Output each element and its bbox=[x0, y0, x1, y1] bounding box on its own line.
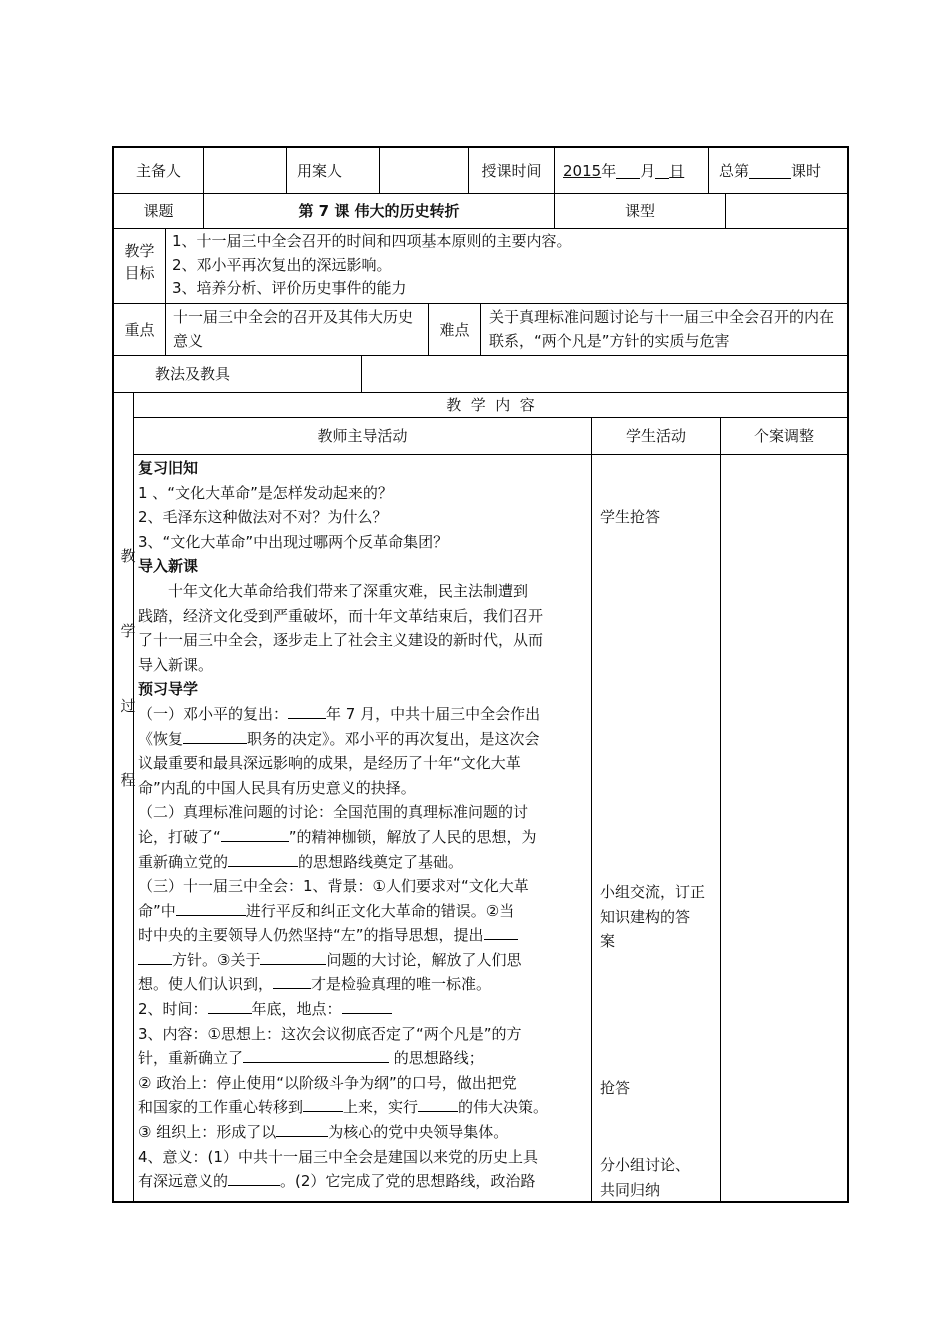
goals-label-2: 目标 bbox=[124, 264, 155, 282]
preview-line: 4、意义：(1）中共十一届三中全会是建国以来党的历史上具 bbox=[138, 1147, 538, 1166]
preview-line bbox=[138, 1169, 588, 1194]
fill-blank[interactable] bbox=[221, 825, 289, 842]
text: 职务的决定》。邓小平的再次复出，是这次会 bbox=[247, 729, 540, 748]
student-activity-4 bbox=[600, 1153, 718, 1202]
goals-list bbox=[172, 230, 842, 302]
preview-line bbox=[138, 702, 588, 727]
rule bbox=[847, 146, 849, 1203]
text: 上来，实行 bbox=[343, 1098, 419, 1117]
process-char: 程 bbox=[120, 771, 136, 789]
fill-blank[interactable] bbox=[276, 1120, 328, 1137]
text: 年 7 月，中共十届三中全会作出 bbox=[326, 704, 541, 723]
text: 想。使人们认识到， bbox=[138, 975, 274, 994]
text: 的伟大决策。 bbox=[458, 1098, 549, 1117]
text: 有深远意义的 bbox=[138, 1172, 229, 1191]
host-value[interactable] bbox=[204, 148, 286, 193]
text: ”的精神枷锁，解放了人民的思想，为 bbox=[288, 827, 537, 846]
teacher-content bbox=[138, 456, 588, 1194]
goal-item: 2、邓小平再次复出的深远影响。 bbox=[172, 255, 392, 274]
adjust-column[interactable] bbox=[721, 455, 847, 1201]
review-question: 1 、“文化大革命”是怎样发动起来的？ bbox=[138, 483, 393, 502]
preview-line bbox=[138, 923, 588, 948]
user-value[interactable] bbox=[380, 148, 468, 193]
date-month-blank bbox=[616, 162, 640, 179]
fill-blank[interactable] bbox=[228, 850, 298, 867]
student-line: 共同归纳 bbox=[600, 1180, 661, 1199]
key-text: 十一届三中全会的召开及其伟大历史意义 bbox=[173, 308, 414, 350]
process-char: 过 bbox=[120, 697, 136, 715]
time-label: 授课时间 bbox=[481, 161, 542, 180]
key-label: 重点 bbox=[124, 320, 155, 339]
text: 的思想路线； bbox=[389, 1049, 484, 1068]
text: 进行平反和纠正文化大革命的错误。②当 bbox=[245, 901, 515, 920]
text: 命”中 bbox=[138, 901, 176, 920]
user-label: 用案人 bbox=[297, 161, 343, 180]
total-field[interactable] bbox=[719, 148, 847, 193]
review-question: 2、毛泽东这种做法对不对？为什么？ bbox=[138, 508, 388, 527]
text: 针，重新确立了 bbox=[138, 1049, 244, 1068]
preview-line bbox=[138, 997, 588, 1022]
date-year: 2015 bbox=[563, 161, 602, 180]
content-header: 教 学 内 容 bbox=[446, 396, 535, 414]
fill-blank[interactable] bbox=[260, 948, 326, 965]
text: 《恢复 bbox=[138, 729, 184, 748]
intro-line: 十年文化大革命给我们带来了深重灾难，民主法制遭到 bbox=[168, 581, 529, 600]
rule bbox=[480, 303, 481, 355]
fill-blank[interactable] bbox=[208, 997, 252, 1014]
col-teacher-header: 教师主导活动 bbox=[317, 427, 408, 445]
topic-title: 第 7 课 伟大的历史转折 bbox=[298, 202, 460, 220]
fill-blank[interactable] bbox=[138, 948, 172, 965]
preview-line: （三）十一届三中全会：1、背景：①人们要求对“文化大革 bbox=[138, 877, 529, 896]
method-value[interactable] bbox=[362, 356, 847, 392]
student-line: 案 bbox=[600, 932, 616, 951]
type-label: 课型 bbox=[624, 202, 655, 220]
rule bbox=[112, 228, 848, 229]
preview-line bbox=[138, 727, 588, 752]
text: 论，打破了“ bbox=[138, 827, 221, 846]
text: ③ 组织上：形成了以 bbox=[138, 1123, 277, 1142]
total-blank bbox=[749, 162, 791, 179]
col-student-header: 学生活动 bbox=[625, 427, 686, 445]
rule bbox=[165, 228, 166, 303]
preview-line: ② 政治上：停止使用“以阶级斗争为纲”的口号，做出把党 bbox=[138, 1073, 517, 1092]
hard-text: 关于真理标准问题讨论与十一届三中全会召开的内在联系，“两个凡是”方针的实质与危害 bbox=[489, 308, 835, 350]
student-line: 分小组讨论、 bbox=[600, 1156, 691, 1174]
preview-line: （二）真理标准问题的讨论：全国范围的真理标准问题的讨 bbox=[138, 803, 529, 822]
fill-blank[interactable] bbox=[228, 1169, 280, 1186]
rule bbox=[708, 146, 709, 193]
text: 2、时间： bbox=[138, 1000, 208, 1019]
intro-line: 了十一届三中全会，逐步走上了社会主义建设的新时代，从而 bbox=[138, 631, 544, 650]
goal-item: 3、培养分析、评价历史事件的能力 bbox=[172, 279, 407, 297]
date-month-suffix: 月 bbox=[640, 161, 656, 180]
text: 和国家的工作重心转移到 bbox=[138, 1098, 304, 1117]
text: 的思想路线奠定了基础。 bbox=[298, 852, 464, 871]
text: 才是检验真理的唯一标准。 bbox=[311, 975, 492, 994]
hard-label: 难点 bbox=[439, 320, 470, 339]
fill-blank[interactable] bbox=[484, 923, 518, 940]
goals-label bbox=[114, 240, 165, 292]
preview-line bbox=[138, 1095, 588, 1120]
fill-blank[interactable] bbox=[288, 702, 326, 719]
date-day-blank bbox=[655, 162, 669, 179]
fill-blank[interactable] bbox=[183, 727, 247, 744]
text: 重新确立党的 bbox=[138, 852, 229, 871]
preview-title: 预习导学 bbox=[138, 680, 199, 699]
student-line: 小组交流，订正 bbox=[600, 883, 706, 901]
rule bbox=[554, 146, 555, 193]
rule bbox=[286, 146, 287, 193]
intro-line: 践踏，经济文化受到严重破坏，而十年文革结束后，我们召开 bbox=[138, 606, 544, 625]
student-activity-2 bbox=[600, 880, 718, 954]
preview-line bbox=[138, 972, 588, 997]
type-value[interactable] bbox=[726, 194, 847, 228]
text: 时中央的主要领导人仍然坚持“左”的指导思想，提出 bbox=[138, 926, 484, 945]
preview-line bbox=[138, 850, 588, 875]
review-question: 3、“文化大革命”中出现过哪两个反革命集团？ bbox=[138, 532, 449, 551]
preview-line: 3、内容：①思想上：这次会议彻底否定了“两个凡是”的方 bbox=[138, 1024, 522, 1043]
fill-blank[interactable] bbox=[303, 1095, 343, 1112]
rule bbox=[591, 417, 592, 1202]
rule bbox=[165, 303, 166, 355]
rule bbox=[112, 1201, 848, 1203]
total-suffix: 课时 bbox=[791, 161, 822, 180]
method-label: 教法及教具 bbox=[155, 365, 231, 383]
student-line: 知识建构的答 bbox=[600, 907, 691, 926]
preview-line: 议最重要和最具深远影响的成果，是经历了十年“文化大革 bbox=[138, 754, 521, 773]
date-year-suffix: 年 bbox=[601, 161, 617, 180]
text: 年底，地点： bbox=[251, 1000, 342, 1019]
preview-line bbox=[138, 825, 588, 850]
fill-blank[interactable] bbox=[418, 1095, 458, 1112]
col-adjust-header: 个案调整 bbox=[753, 427, 814, 445]
preview-line: 命”内乱的中国人民具有历史意义的抉择。 bbox=[138, 778, 416, 797]
date-day: 日 bbox=[669, 161, 685, 180]
intro-line: 导入新课。 bbox=[138, 655, 214, 674]
preview-line bbox=[138, 948, 588, 973]
fill-blank[interactable] bbox=[342, 997, 392, 1014]
preview-line bbox=[138, 1046, 588, 1071]
fill-blank[interactable] bbox=[243, 1046, 389, 1063]
topic-label: 课题 bbox=[143, 202, 174, 220]
fill-blank[interactable] bbox=[176, 899, 246, 916]
text: 。(2）它完成了党的思想路线，政治路 bbox=[280, 1172, 536, 1191]
text: 方针。③关于 bbox=[172, 950, 261, 969]
review-title: 复习旧知 bbox=[138, 459, 199, 477]
preview-line bbox=[138, 899, 588, 924]
fill-blank[interactable] bbox=[273, 972, 311, 989]
student-activity-3: 抢答 bbox=[600, 1079, 631, 1097]
total-prefix: 总第 bbox=[719, 161, 750, 180]
process-char: 学 bbox=[120, 622, 136, 640]
rule bbox=[133, 392, 134, 1202]
goal-item: 1、十一届三中全会召开的时间和四项基本原则的主要内容。 bbox=[172, 232, 572, 250]
process-char: 教 bbox=[120, 547, 136, 565]
text: （一）邓小平的复出： bbox=[138, 704, 289, 723]
text: 为核心的党中央领导集体。 bbox=[328, 1123, 509, 1142]
text: 问题的大讨论，解放了人们思 bbox=[326, 950, 522, 969]
host-label: 主备人 bbox=[135, 161, 181, 180]
intro-title: 导入新课 bbox=[138, 557, 199, 576]
preview-line bbox=[138, 1120, 588, 1145]
student-activity-1: 学生抢答 bbox=[600, 508, 661, 526]
date-field[interactable] bbox=[563, 148, 708, 193]
goals-label-1: 教学 bbox=[124, 242, 155, 260]
